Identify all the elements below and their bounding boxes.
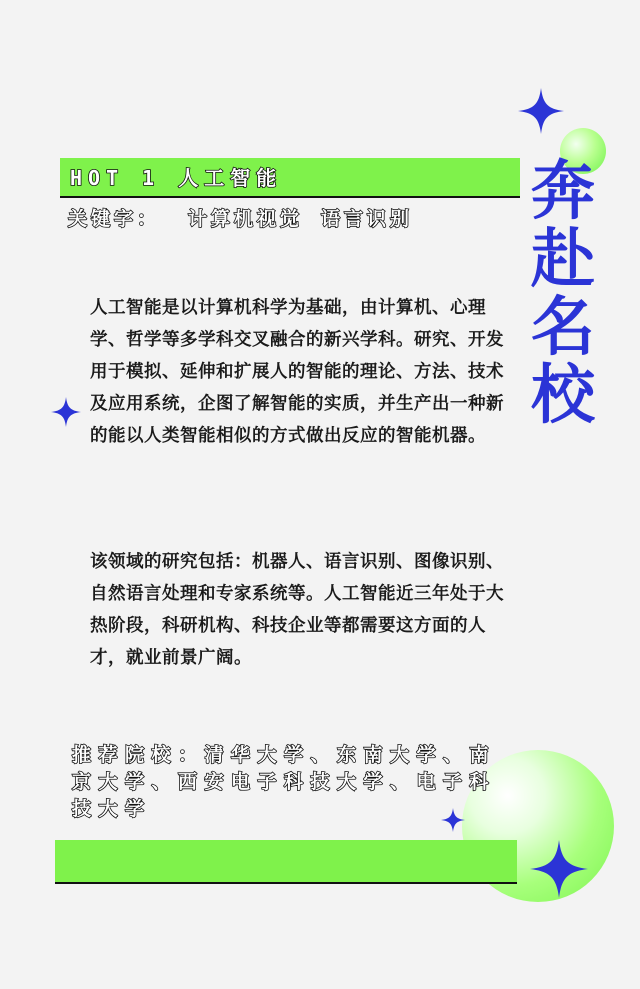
side-title-char: 奔	[531, 155, 595, 229]
keyword-1: 计算机视觉	[188, 208, 304, 230]
keywords-label: 关键字：	[68, 208, 161, 230]
hot-title: HOT 1 人工智能	[70, 166, 283, 190]
side-title-char: 赴	[531, 223, 595, 297]
research-paragraph: 该领域的研究包括：机器人、语言识别、图像识别、自然语言处理和专家系统等。人工智能近三年处于大热阶段，科研机构、科技企业等都需要这方面的人才，就业前景广阔。	[90, 552, 504, 668]
side-title	[523, 155, 603, 433]
keyword-2: 语言识别	[321, 208, 414, 230]
sparkle-star-icon	[51, 397, 81, 427]
intro-paragraph: 人工智能是以计算机科学为基础，由计算机、心理学、哲学等多学科交叉融合的新兴学科。研究、开发用于模拟、延伸和扩展人的智能的理论、方法、技术及应用系统，企图了解智能的实质，并生产出一种新的能以人类智能相似的方式做出反应的智能机器。	[90, 298, 504, 446]
sparkle-star-icon	[530, 840, 588, 898]
side-title-char: 校	[531, 359, 595, 433]
recommended-schools: 推荐院校：清华大学、东南大学、南京大学、西安电子科技大学、电子科技大学	[72, 744, 497, 820]
sparkle-star-icon	[518, 88, 564, 134]
side-title-char: 名	[531, 291, 595, 365]
keywords-line	[68, 206, 413, 232]
footer-green-bar	[55, 840, 517, 884]
